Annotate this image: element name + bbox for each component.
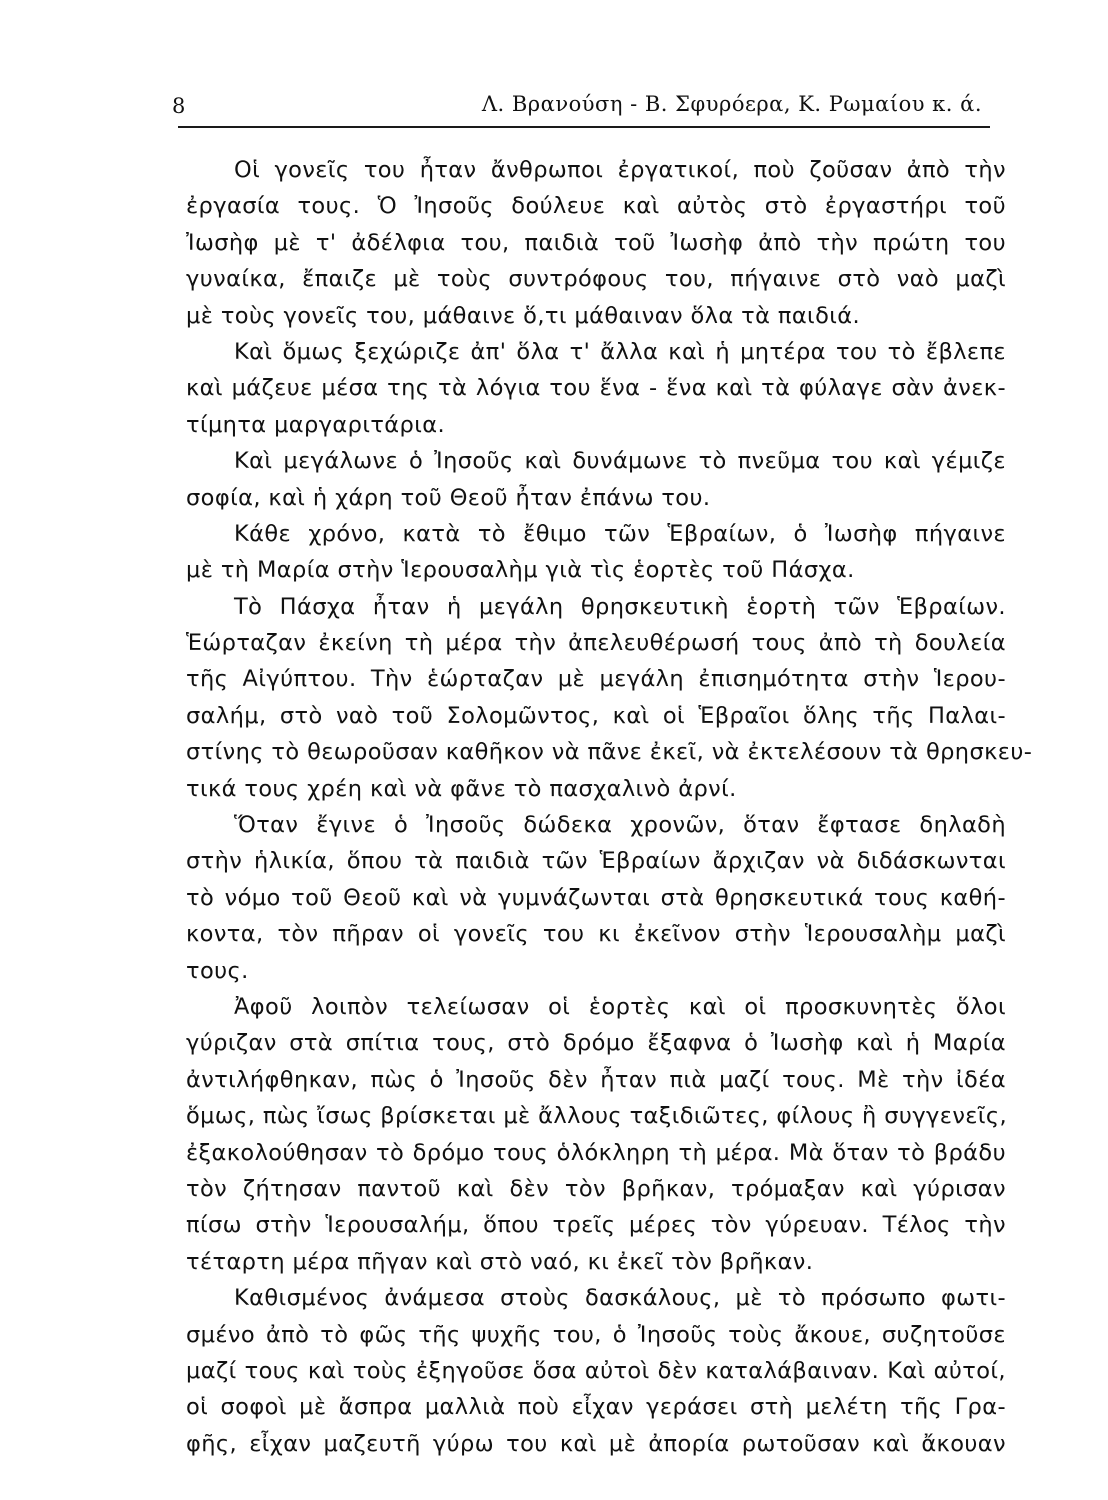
text-line: Οἱ γονεῖς του ἦταν ἄνθρωποι ἐργατικοί, ποὺ ζοῦσαν ἀπὸ τὴν	[234, 157, 1006, 183]
text-line: τικά τους χρέη καὶ νὰ φᾶνε τὸ πασχαλινὸ ἀρνί.	[186, 775, 737, 802]
page-number: 8	[172, 94, 186, 118]
text-line: Ὅταν ἔγινε ὁ Ἰησοῦς δώδεκα χρονῶν, ὅταν ἔφτασε δηλαδὴ	[234, 812, 1006, 839]
header-rule	[178, 126, 990, 128]
text-line: τῆς Αἰγύπτου. Τὴν ἑώρταζαν μὲ μεγάλη ἐπισημότητα στὴν Ἱερου-	[186, 666, 1006, 693]
text-line: σμένο ἀπὸ τὸ φῶς τῆς ψυχῆς του, ὁ Ἰησοῦς τοὺς ἄκουε, συζητοῦσε	[186, 1321, 1006, 1348]
text-line: μὲ τὴ Μαρία στὴν Ἱερουσαλὴμ γιὰ τὶς ἑορτὲς τοῦ Πάσχα.	[186, 557, 855, 584]
text-line: τίμητα μαργαριτάρια.	[186, 411, 445, 438]
text-line: καὶ μάζευε μέσα της τὰ λόγια του ἕνα - ἕνα καὶ τὰ φύλαγε σὰν ἀνεκ-	[186, 375, 1006, 402]
text-line: στὴν ἡλικία, ὅπου τὰ παιδιὰ τῶν Ἑβραίων ἄρχιζαν νὰ διδάσκωνται	[186, 848, 1006, 875]
text-line: μαζί τους καὶ τοὺς ἐξηγοῦσε ὅσα αὐτοὶ δὲν καταλάβαιναν. Καὶ αὐτοί,	[186, 1357, 1006, 1384]
text-line: φῆς, εἶχαν μαζευτῆ γύρω του καὶ μὲ ἀπορία ρωτοῦσαν καὶ ἄκουαν	[186, 1430, 1006, 1457]
text-line: ἀντιλήφθηκαν, πὼς ὁ Ἰησοῦς δὲν ἦταν πιὰ μαζί τους. Μὲ τὴν ἰδέα	[186, 1066, 1006, 1093]
text-line: Τὸ Πάσχα ἦταν ἡ μεγάλη θρησκευτικὴ ἑορτὴ τῶν Ἑβραίων.	[234, 593, 1006, 620]
text-line: ἐργασία τους. Ὁ Ἰησοῦς δούλευε καὶ αὐτὸς στὸ ἐργαστήρι τοῦ	[186, 193, 1006, 220]
body-text	[186, 152, 1033, 1462]
text-line: τὸ νόμο τοῦ Θεοῦ καὶ νὰ γυμνάζωνται στὰ θρησκευτικά τους καθή-	[186, 884, 1006, 911]
text-line: ὅμως, πὼς ἴσως βρίσκεται μὲ ἄλλους ταξιδιῶτες, φίλους ἢ συγγενεῖς,	[186, 1103, 1008, 1130]
text-line: γυναίκα, ἔπαιζε μὲ τοὺς συντρόφους του, πήγαινε στὸ ναὸ μαζὶ	[186, 266, 1006, 293]
text-line: γύριζαν στὰ σπίτια τους, στὸ δρόμο ἔξαφνα ὁ Ἰωσὴφ καὶ ἡ Μαρία	[186, 1030, 1006, 1057]
text-line: Καθισμένος ἀνάμεσα στοὺς δασκάλους, μὲ τὸ πρόσωπο φωτι-	[234, 1285, 1006, 1312]
page-header	[172, 84, 990, 124]
text-line: τους.	[186, 957, 249, 984]
text-line: τὸν ζήτησαν παντοῦ καὶ δὲν τὸν βρῆκαν, τρόμαξαν καὶ γύρισαν	[186, 1175, 1006, 1202]
text-line: ἐξακολούθησαν τὸ δρόμο τους ὁλόκληρη τὴ μέρα. Μὰ ὅταν τὸ βράδυ	[186, 1139, 1006, 1166]
text-line: σοφία, καὶ ἡ χάρη τοῦ Θεοῦ ἦταν ἐπάνω του.	[186, 484, 711, 511]
text-line: Κάθε χρόνο, κατὰ τὸ ἔθιμο τῶν Ἑβραίων, ὁ Ἰωσὴφ πήγαινε	[234, 520, 1006, 547]
text-line: Καὶ ὅμως ξεχώριζε ἀπ' ὅλα τ' ἄλλα καὶ ἡ μητέρα του τὸ ἔβλεπε	[234, 338, 1006, 365]
text-line: Ἀφοῦ λοιπὸν τελείωσαν οἱ ἑορτὲς καὶ οἱ προσκυνητὲς ὅλοι	[234, 993, 1006, 1020]
text-line: στίνης τὸ θεωροῦσαν καθῆκον νὰ πᾶνε ἐκεῖ, νὰ ἐκτελέσουν τὰ θρησκευ-	[186, 739, 1033, 766]
text-line: μὲ τοὺς γονεῖς του, μάθαινε ὅ,τι μάθαιναν ὅλα τὰ παιδιά.	[186, 302, 861, 329]
text-line: τέταρτη μέρα πῆγαν καὶ στὸ ναό, κι ἐκεῖ τὸν βρῆκαν.	[186, 1248, 814, 1275]
text-line: Ἰωσὴφ μὲ τ' ἀδέλφια του, παιδιὰ τοῦ Ἰωσὴφ ἀπὸ τὴν πρώτη του	[186, 229, 1006, 256]
text-line: οἱ σοφοὶ μὲ ἄσπρα μαλλιὰ ποὺ εἶχαν γεράσει στὴ μελέτη τῆς Γρα-	[186, 1394, 1006, 1421]
text-line: σαλήμ, στὸ ναὸ τοῦ Σολομῶντος, καὶ οἱ Ἑβραῖοι ὅλης τῆς Παλαι-	[186, 702, 1006, 729]
text-line: πίσω στὴν Ἱερουσαλήμ, ὅπου τρεῖς μέρες τὸν γύρευαν. Τέλος τὴν	[186, 1212, 1006, 1239]
text-line: κοντα, τὸν πῆραν οἱ γονεῖς του κι ἐκεῖνον στὴν Ἱερουσαλὴμ μαζὶ	[186, 921, 1006, 948]
text-line: Ἑώρταζαν ἐκείνη τὴ μέρα τὴν ἀπελευθέρωσή τους ἀπὸ τὴ δουλεία	[186, 630, 1006, 657]
running-head: Λ. Βρανούση - Β. Σφυρόερα, Κ. Ρωμαίου κ. ά.	[481, 92, 982, 116]
text-line: Καὶ μεγάλωνε ὁ Ἰησοῦς καὶ δυνάμωνε τὸ πνεῦμα του καὶ γέμιζε	[234, 448, 1006, 475]
